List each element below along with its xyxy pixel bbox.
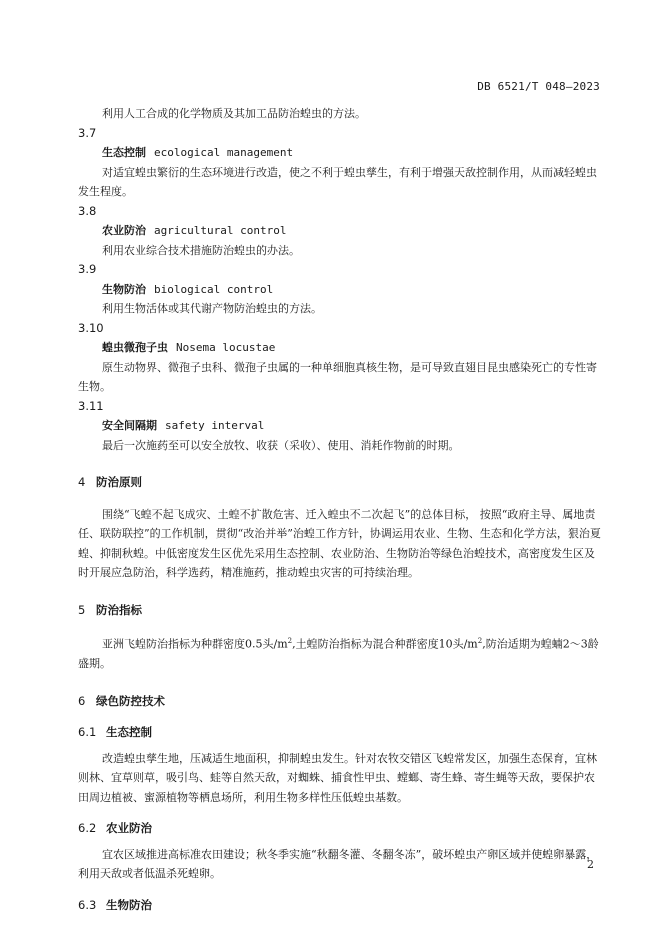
term-3-11 — [78, 416, 603, 436]
term-cn: 农业防治 — [102, 224, 146, 237]
term-3-8 — [78, 221, 603, 241]
term-en: biological control — [154, 282, 274, 296]
document-body — [78, 104, 603, 915]
subsection-6-3-heading — [78, 896, 603, 916]
term-en: ecological management — [154, 146, 294, 159]
section-title: 绿色防控技术 — [96, 693, 165, 708]
section-5-heading — [78, 601, 603, 621]
section-number: 6 — [78, 693, 86, 708]
term-3-10 — [78, 338, 603, 358]
document-code-header: DB 6521/T 048—2023 — [477, 80, 600, 93]
term-cn: 蝗虫微孢子虫 — [102, 341, 168, 354]
term-3-7 — [78, 143, 603, 163]
section-4-heading — [78, 473, 603, 493]
section-4-body: 围绕“飞蝗不起飞成灾、土蝗不扩散危害、迁入蝗虫不二次起飞”的总体目标， 按照“政府主导、属地责任、联防联控”的工作机制，贯彻“改治并举”治蝗工作方针，协调运用农业、生物、生态和化学方法，狠治夏蝗、抑制秋蝗。中低密度发生区优先采用生态控制、农业防治、生物防治等绿色治蝗技术，高密度发生区及时开展应急防治，科学选药，精准施药，推动蝗虫灾害的可持续治理。 — [78, 507, 601, 579]
subsection-number: 6.2 — [78, 821, 97, 836]
subsection-6-2-heading — [78, 819, 603, 839]
clause-number-3-8: 3.8 — [78, 203, 97, 218]
section-number: 5 — [78, 602, 86, 617]
clause-number-3-9: 3.9 — [78, 262, 97, 276]
section-6-heading — [78, 692, 603, 712]
subsection-title: 农业防治 — [106, 821, 152, 836]
definition-3-6-tail: 利用人工合成的化学物质及其加工品防治蝗虫的方法。 — [102, 107, 366, 120]
section-title: 防治原则 — [96, 475, 142, 489]
definition-3-8: 利用农业综合技术措施防治蝗虫的办法。 — [102, 243, 300, 257]
clause-number-3-10: 3.10 — [78, 320, 104, 335]
term-cn: 生态控制 — [102, 146, 146, 159]
subsection-6-1-body: 改造蝗虫孳生地，压减适生地面积，抑制蝗虫发生。针对农牧交错区飞蝗常发区，加强生态保育，宜林则林、宜草则草，吸引鸟、蛙等自然天敌，对蜘蛛、捕食性甲虫、螳螂、寄生蜂、寄生蝇等天敌，要保护农田周边植被、蜜源植物等栖息场所，利用生物多样性压低蝗虫基数。 — [78, 751, 597, 804]
page-number: 2 — [587, 858, 594, 871]
section-title: 防治指标 — [96, 602, 142, 617]
definition-3-10: 原生动物界、微孢子虫科、微孢子虫属的一种单细胞真核生物，是可导致直翅目昆虫感染死亡的专性寄生物。 — [78, 360, 597, 393]
subsection-6-2-body: 宜农区域推进高标准农田建设；秋冬季实施“秋翻冬灌、冬翻冬冻”，破坏蝗虫产卵区域并使蝗卵暴露，利用天敌或者低温杀死蝗卵。 — [78, 847, 598, 881]
term-en: Nosema locustae — [176, 341, 276, 354]
definition-3-9: 利用生物活体或其代谢产物防治蝗虫的方法。 — [102, 302, 322, 315]
clause-number-3-11: 3.11 — [78, 398, 104, 413]
term-en: agricultural control — [154, 224, 287, 237]
clause-number-3-7: 3.7 — [78, 125, 97, 140]
term-3-9 — [78, 280, 603, 300]
definition-3-11: 最后一次施药至可以安全放牧、收获（采收）、使用、消耗作物前的时期。 — [102, 438, 460, 452]
subsection-6-1-heading — [78, 723, 603, 743]
section-number: 4 — [78, 475, 86, 489]
subsection-title: 生物防治 — [106, 897, 152, 912]
term-cn: 生物防治 — [102, 282, 146, 296]
term-en: safety interval — [165, 419, 265, 432]
term-cn: 安全间隔期 — [102, 419, 157, 432]
subsection-number: 6.1 — [78, 725, 97, 740]
subsection-number: 6.3 — [78, 897, 97, 912]
section-5-body: 亚洲飞蝗防治指标为种群密度0.5头$/m^2$,土蝗防治指标为混合种群密度10头$/m^2$,防治适期为蝗蝻2～3龄盛期。 — [78, 637, 599, 671]
subsection-title: 生态控制 — [106, 725, 152, 740]
definition-3-7: 对适宜蝗虫繁衍的生态环境进行改造，使之不利于蝗虫孳生，有利于增强天敌控制作用，从而减轻蝗虫发生程度。 — [78, 165, 597, 198]
